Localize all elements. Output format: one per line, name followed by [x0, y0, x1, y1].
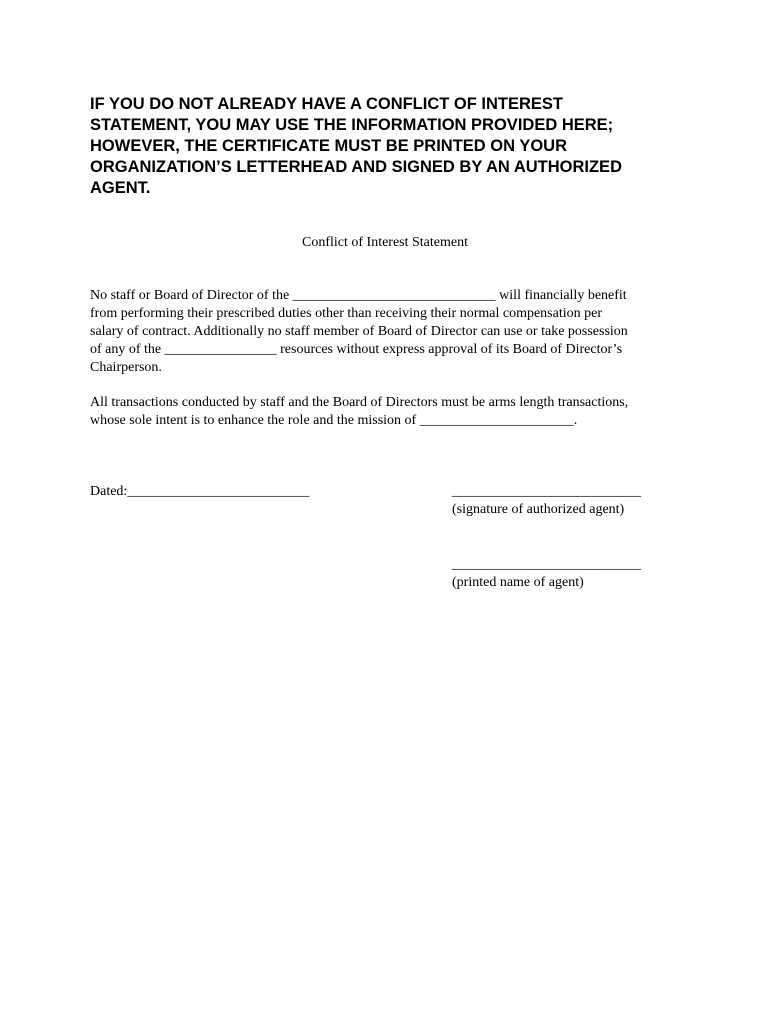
paragraph-line: Chairperson. — [90, 360, 162, 375]
printed-name-label: (printed name of agent) — [452, 575, 584, 590]
paragraph-line: whose sole intent is to enhance the role and the mission of ______________________. — [90, 413, 578, 428]
statement-paragraph-2 — [90, 394, 690, 430]
heading-line: IF YOU DO NOT ALREADY HAVE A CONFLICT OF INTEREST — [90, 95, 564, 113]
document-title: Conflict of Interest Statement — [301, 235, 468, 250]
heading-line: HOWEVER, THE CERTIFICATE MUST BE PRINTED ON YOUR — [90, 137, 567, 155]
heading-line: ORGANIZATION’S LETTERHEAD AND SIGNED BY AN AUTHORIZED — [90, 158, 622, 176]
dated-field: Dated:__________________________ — [90, 484, 310, 499]
paragraph-line: from performing their prescribed duties other than receiving their normal compensation per — [90, 306, 602, 321]
signature-line: ___________________________ — [452, 484, 641, 499]
statement-paragraph-1 — [90, 287, 690, 377]
paragraph-line: of any of the ________________ resources without express approval of its Board of Director’s — [90, 342, 623, 357]
printed-name-line: ___________________________ — [452, 557, 641, 572]
paragraph-line: salary of contract. Additionally no staff member of Board of Director can use or take possession — [90, 324, 628, 339]
heading-line: AGENT. — [90, 179, 151, 197]
instruction-heading — [90, 94, 690, 199]
signature-label: (signature of authorized agent) — [452, 502, 625, 517]
paragraph-line: No staff or Board of Director of the _____________________________ will financially benefit — [90, 288, 627, 303]
printed-name-block — [452, 556, 641, 592]
signature-block — [452, 483, 641, 519]
heading-line: STATEMENT, YOU MAY USE THE INFORMATION PROVIDED HERE; — [90, 116, 614, 134]
paragraph-line: All transactions conducted by staff and the Board of Directors must be arms length transactions, — [90, 395, 629, 410]
